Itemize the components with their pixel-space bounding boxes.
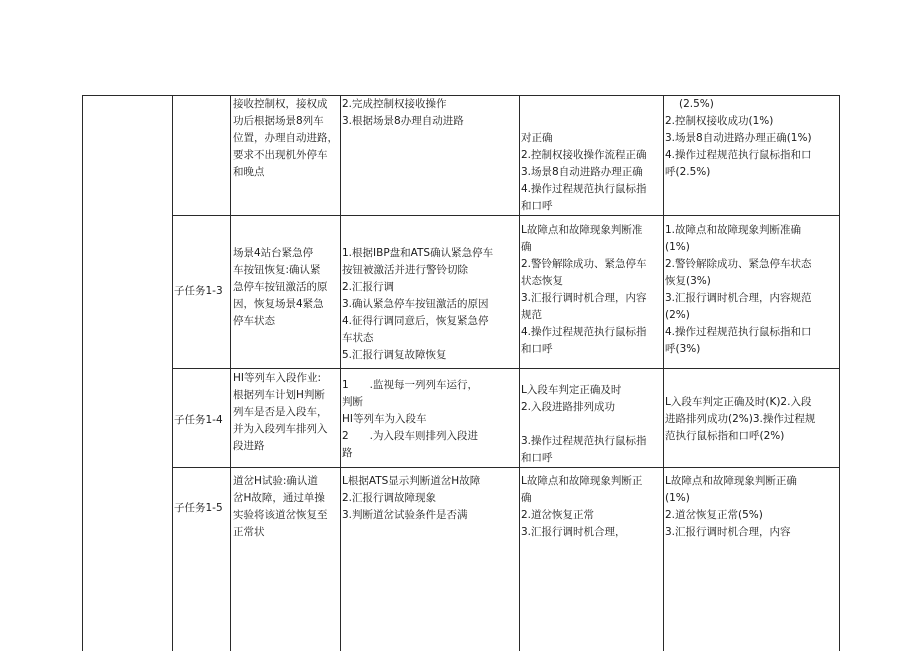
text-line: 4.征得行调同意后，恢复紧急停	[342, 315, 489, 327]
text-line: L入段车判定正确及时	[521, 384, 622, 396]
steps-cell	[342, 96, 518, 130]
text-line: 要求不出现机外停车	[233, 149, 328, 161]
text-line: 急停车按钮激活的原	[233, 281, 328, 293]
text-line: 5.汇报行调复故障恢复	[342, 349, 447, 361]
text-line: 2.警铃解除成功、紧急停车	[521, 258, 647, 270]
column-divider	[519, 95, 520, 651]
text-line: (2.5%)	[679, 98, 714, 110]
text-line: 呼(3%)	[665, 343, 701, 355]
text-line: 3.汇报行调时机合理，内容规范	[665, 292, 812, 304]
text-line: 呼(2.5%)	[665, 166, 711, 178]
text-line: L故障点和故障现象判断正	[521, 475, 643, 487]
text-line: (2%)	[665, 309, 690, 321]
text-line	[521, 416, 662, 433]
row-divider	[172, 215, 840, 216]
criteria-cell	[521, 96, 662, 215]
scores-cell	[665, 222, 838, 358]
text-line: L故障点和故障现象判断正确	[665, 475, 797, 487]
text-line: 3.确认紧急停车按钮激活的原因	[342, 298, 489, 310]
text-line: (1%)	[665, 492, 690, 504]
scores-cell	[665, 96, 838, 181]
text-line: 4.操作过程规范执行鼠标指和口	[665, 149, 812, 161]
column-divider	[172, 95, 173, 651]
text-line: 状态恢复	[521, 275, 563, 287]
steps-cell	[342, 245, 518, 364]
text-line: 2.汇报行调	[342, 281, 395, 293]
criteria-cell	[521, 473, 662, 541]
text-line: 实验将该道岔恢复至	[233, 509, 328, 521]
subtask-label: 子任务1-3	[174, 285, 223, 297]
row-divider	[172, 368, 840, 369]
text-line: 2 .为入段车则排列入段进	[342, 430, 479, 442]
text-line: HI等列车入段作业:	[233, 372, 322, 384]
text-line: 3.场景8自动进路办理正确	[521, 166, 643, 178]
text-line: 恢复(3%)	[665, 275, 711, 287]
row-divider	[172, 467, 840, 468]
text-line: 道岔H试验:确认道	[233, 475, 318, 487]
steps-cell	[342, 377, 518, 462]
text-line: 因，恢复场景4紧急	[233, 298, 324, 310]
text-line: 正常状	[233, 526, 265, 538]
table-left-border	[82, 95, 83, 651]
text-line: 功后根据场景8列车	[233, 115, 324, 127]
text-line: 3.汇报行调时机合理，	[521, 526, 626, 538]
text-line: 确	[521, 241, 532, 253]
text-line: 位置，办理自动进路，	[233, 132, 338, 144]
task-content-cell	[233, 245, 339, 330]
text-line: 场景4站台紧急停	[233, 247, 314, 259]
text-line: 规范	[521, 309, 542, 321]
text-line: 2.汇报行调故障现象	[342, 492, 437, 504]
column-divider	[663, 95, 664, 651]
text-line: 段进路	[233, 440, 265, 452]
text-line: 2.入段进路排列成功	[521, 401, 616, 413]
text-line	[521, 113, 662, 130]
text-line: 3.场景8自动进路办理正确(1%)	[665, 132, 812, 144]
text-line: L故障点和故障现象判断准	[521, 224, 643, 236]
text-line: 停车状态	[233, 315, 275, 327]
text-line: 和口呼	[521, 200, 553, 212]
text-line: 和口呼	[521, 343, 553, 355]
text-line: 1 .监视每一列列车运行，	[342, 379, 479, 391]
text-line: 2.完成控制权接收操作	[342, 98, 447, 110]
text-line: HI等列车为入段车	[342, 413, 427, 425]
text-line: 车按钮恢复:确认紧	[233, 264, 321, 276]
criteria-cell	[521, 222, 662, 358]
text-line: 确	[521, 492, 532, 504]
text-line	[521, 96, 662, 113]
text-line: 4.操作过程规范执行鼠标指和口	[665, 326, 812, 338]
text-line: 3.根据场景8办理自动进路	[342, 115, 464, 127]
task-content-cell	[233, 370, 339, 455]
text-line: L入段车判定正确及时(K)2.入段	[665, 396, 812, 408]
text-line: 对正确	[521, 132, 553, 144]
subtask-label: 子任务1-4	[174, 414, 223, 426]
text-line: 1.故障点和故障现象判断准确	[665, 224, 802, 236]
text-line: 3.汇报行调时机合理，内容	[521, 292, 647, 304]
table-right-border	[839, 95, 840, 651]
text-line: 2.道岔恢复正常	[521, 509, 595, 521]
text-line: L根据ATS显示判断道岔H故障	[342, 475, 481, 487]
text-line: 4.操作过程规范执行鼠标指	[521, 326, 647, 338]
text-line: 按钮被激活并进行警铃切除	[342, 264, 468, 276]
scores-cell	[665, 394, 838, 445]
text-line: 和口呼	[521, 452, 553, 464]
task-content-cell	[233, 96, 339, 181]
text-line: (1%)	[665, 241, 690, 253]
text-line: 进路排列成功(2%)3.操作过程规	[665, 413, 816, 425]
text-line: 车状态	[342, 332, 374, 344]
text-line: 并为入段列车排列入	[233, 423, 328, 435]
text-line: 接收控制权，接权成	[233, 98, 328, 110]
subtask-label: 子任务1-5	[174, 502, 223, 514]
scores-cell	[665, 473, 838, 541]
text-line: 3.操作过程规范执行鼠标指	[521, 435, 647, 447]
steps-cell	[342, 473, 518, 524]
text-line: 范执行鼠标指和口呼(2%)	[665, 430, 785, 442]
criteria-cell	[521, 382, 662, 467]
column-divider	[340, 95, 341, 651]
text-line: 3.汇报行调时机合理，内容	[665, 526, 791, 538]
text-line: 岔H故障，通过单操	[233, 492, 325, 504]
text-line: 列车是否是入段车，	[233, 406, 328, 418]
column-divider	[230, 95, 231, 651]
text-line: 4.操作过程规范执行鼠标指	[521, 183, 647, 195]
text-line: 判断	[342, 396, 363, 408]
text-line: 根据列车计划H判断	[233, 389, 325, 401]
text-line: 2.控制权接收成功(1%)	[665, 115, 774, 127]
text-line: 3.判断道岔试验条件是否满	[342, 509, 468, 521]
text-line: 2.道岔恢复正常(5%)	[665, 509, 763, 521]
text-line: 2.控制权接收操作流程正确	[521, 149, 647, 161]
text-line: 路	[342, 447, 353, 459]
task-content-cell	[233, 473, 339, 541]
text-line: 和晚点	[233, 166, 265, 178]
text-line: 1.根据IBP盘和ATS确认紧急停车	[342, 247, 494, 259]
text-line: 2.警铃解除成功、紧急停车状态	[665, 258, 812, 270]
